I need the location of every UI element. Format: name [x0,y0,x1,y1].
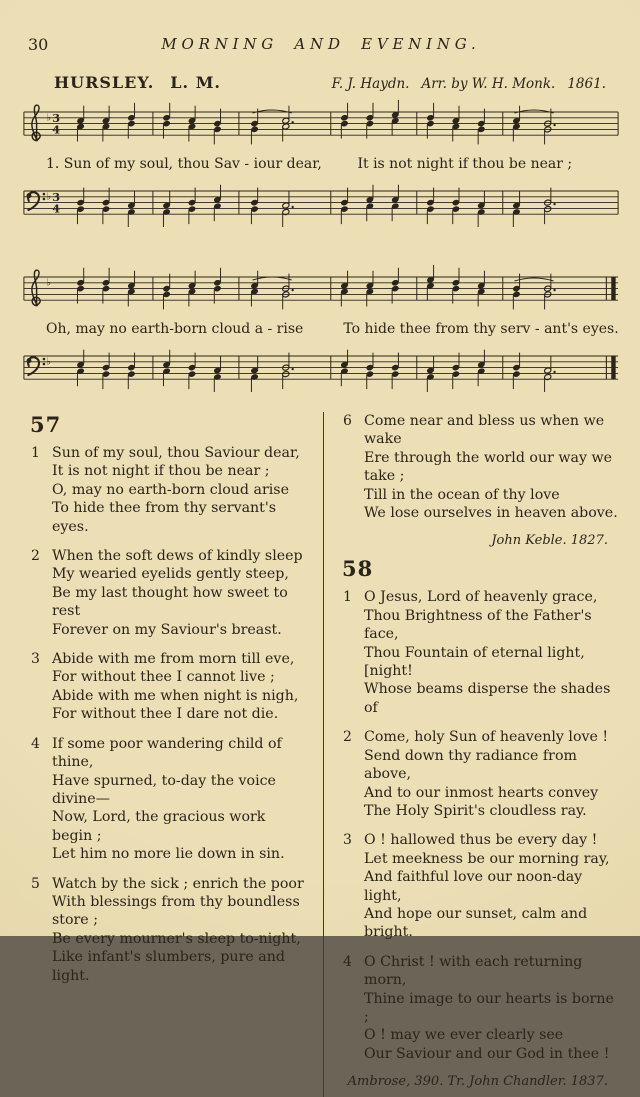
hymn-text-section [20,412,622,1097]
verse [28,735,307,864]
left-column [20,412,324,1097]
tune-attribution [320,76,606,92]
verse [340,412,620,522]
right-column [324,412,622,1097]
svg-text:4: 4 [52,122,61,137]
verse [28,875,307,985]
page-header [20,34,622,58]
svg-text:♭: ♭ [46,277,52,289]
verse-number: 6 [343,413,352,429]
music-system-1 [20,96,622,233]
verse [340,831,620,941]
verse-line: It is not night if thou be near ; [52,463,270,480]
verse-body [364,412,620,522]
svg-text:3: 3 [52,189,61,205]
bass-staff-2 [20,340,622,398]
verse-line: And to our inmost hearts convey [364,784,599,801]
hymn-57-verses-continued [340,412,620,522]
verse-number: 1 [343,589,352,606]
page-number: 30 [28,35,49,54]
verse-line: Thine image to our hearts is borne ; [364,990,614,1025]
verse-line: And faithful love our noon-day light, [364,869,583,904]
verse-body [364,953,620,1063]
verse-body [364,831,620,941]
svg-text:3: 3 [52,110,61,126]
verse-line: My wearied eyelids gently steep, [52,566,289,583]
treble-staff-1 [20,96,622,154]
verse-body [52,547,307,639]
verse-number: 1 [31,445,40,461]
verse-line: O Jesus, Lord of heavenly grace, [364,589,598,606]
hymn-58-attribution: Ambrose, 390. Tr. John Chandler. 1837. [347,1074,608,1090]
verse-line: With blessings from thy boundless store ; [52,893,300,929]
verse-line: Thou Brightness of the Father's face, [364,607,592,643]
verse-number: 2 [343,729,352,746]
verse-number: 4 [31,735,40,752]
hymn-57-verses [28,444,307,985]
verse-line: Thou Fountain of eternal light, [night! [364,644,585,680]
verse-line: If some poor wandering child of thine, [52,735,282,771]
hymn-number-57: 57 [30,412,62,437]
verse-body [364,728,620,820]
verse-number: 4 [343,953,352,970]
verse-line: Come, holy Sun of heavenly love ! [364,729,609,746]
bass-staff-1 [20,175,622,233]
verse [340,588,620,717]
svg-text:4: 4 [52,201,61,216]
verse-line: To hide thee from thy servant's eyes. [52,500,277,535]
verse-body [52,875,307,985]
verse-line: Let him no more lie down in sin. [52,846,285,863]
verse-line: And hope our sunset, calm and bright. [364,905,588,941]
svg-text:♭: ♭ [46,112,52,124]
hymn-number-58: 58 [342,556,374,582]
verse-number: 2 [31,548,40,565]
verse-line: Send down thy radiance from above, [364,747,577,783]
tune-meter: L. M. [170,73,221,92]
svg-text:♭: ♭ [46,356,52,368]
verse-line: O ! may we ever clearly see [364,1027,564,1044]
verse-line: O ! hallowed thus be every day ! [364,832,598,849]
lyric-line-2: Oh, may no earth-born cloud a - rise To hide thee from thy serv - ant's eyes. [46,321,619,337]
verse-line: When the soft dews of kindly sleep [52,548,303,565]
verse [28,547,307,639]
verse-number: 3 [343,832,352,849]
verse-line: Now, Lord, the gracious work begin ; [52,809,266,844]
verse [28,444,307,536]
verse-line: Our Saviour and our God in thee ! [364,1045,610,1062]
verse-number: 5 [31,875,40,892]
verse-body [52,444,307,536]
verse-line: Abide with me from morn till eve, [52,651,295,668]
arrangement-year: 1861. [567,76,606,92]
music-system-2 [20,261,622,398]
composer: F. J. Haydn. [331,76,410,92]
verse-body [364,588,620,717]
verse-line: Watch by the sick ; enrich the poor [52,875,304,892]
verse-line: Abide with me when night is nigh, [52,687,299,704]
verse [340,953,620,1063]
verse-line: O, may no earth-born cloud arise [52,481,289,498]
verse-line: For without thee I cannot live ; [52,669,275,686]
verse-line: For without thee I dare not die. [52,706,279,723]
verse-number: 3 [31,651,40,668]
verse [340,728,620,820]
arranger: Arr. by W. H. Monk. [421,76,556,92]
verse-line: Be every mourner's sleep to-night, [52,930,301,947]
verse-line: Have spurned, to-day the voice divine— [52,772,276,807]
verse-line: Ere through the world our way we take ; [364,449,613,485]
tune-name: HURSLEY. [54,73,155,92]
hymn-57-attribution: John Keble. 1827. [491,533,608,549]
verse-line: Come near and bless us when we wake [364,413,605,448]
verse-line: Like infant's slumbers, pure and light. [52,949,285,984]
tune-title [54,73,221,92]
verse-line: Sun of my soul, thou Saviour dear, [52,445,300,461]
verse-body [52,650,307,724]
verse-line: Be my last thought how sweet to rest [52,584,288,620]
tune-header [54,73,606,92]
verse-line: Let meekness be our morning ray, [364,850,610,867]
lyric-line-1: 1. Sun of my soul, thou Sav - iour dear, It is not night if thou be near ; [46,156,573,172]
verse [28,650,307,724]
hymn-58-verses [340,588,620,1063]
verse-line: O Christ ! with each returning morn, [364,953,583,989]
treble-staff-2 [20,261,622,319]
verse-line: We lose ourselves in heaven above. [364,505,618,522]
verse-line: Whose beams disperse the shades of [364,681,611,716]
verse-line: Forever on my Saviour's breast. [52,621,282,638]
svg-text:♭: ♭ [46,191,52,203]
verse-line: Till in the ocean of thy love [364,486,560,503]
running-head: MORNING AND EVENING. [161,35,481,53]
verse-line: The Holy Spirit's cloudless ray. [364,802,587,819]
verse-body [52,735,307,864]
